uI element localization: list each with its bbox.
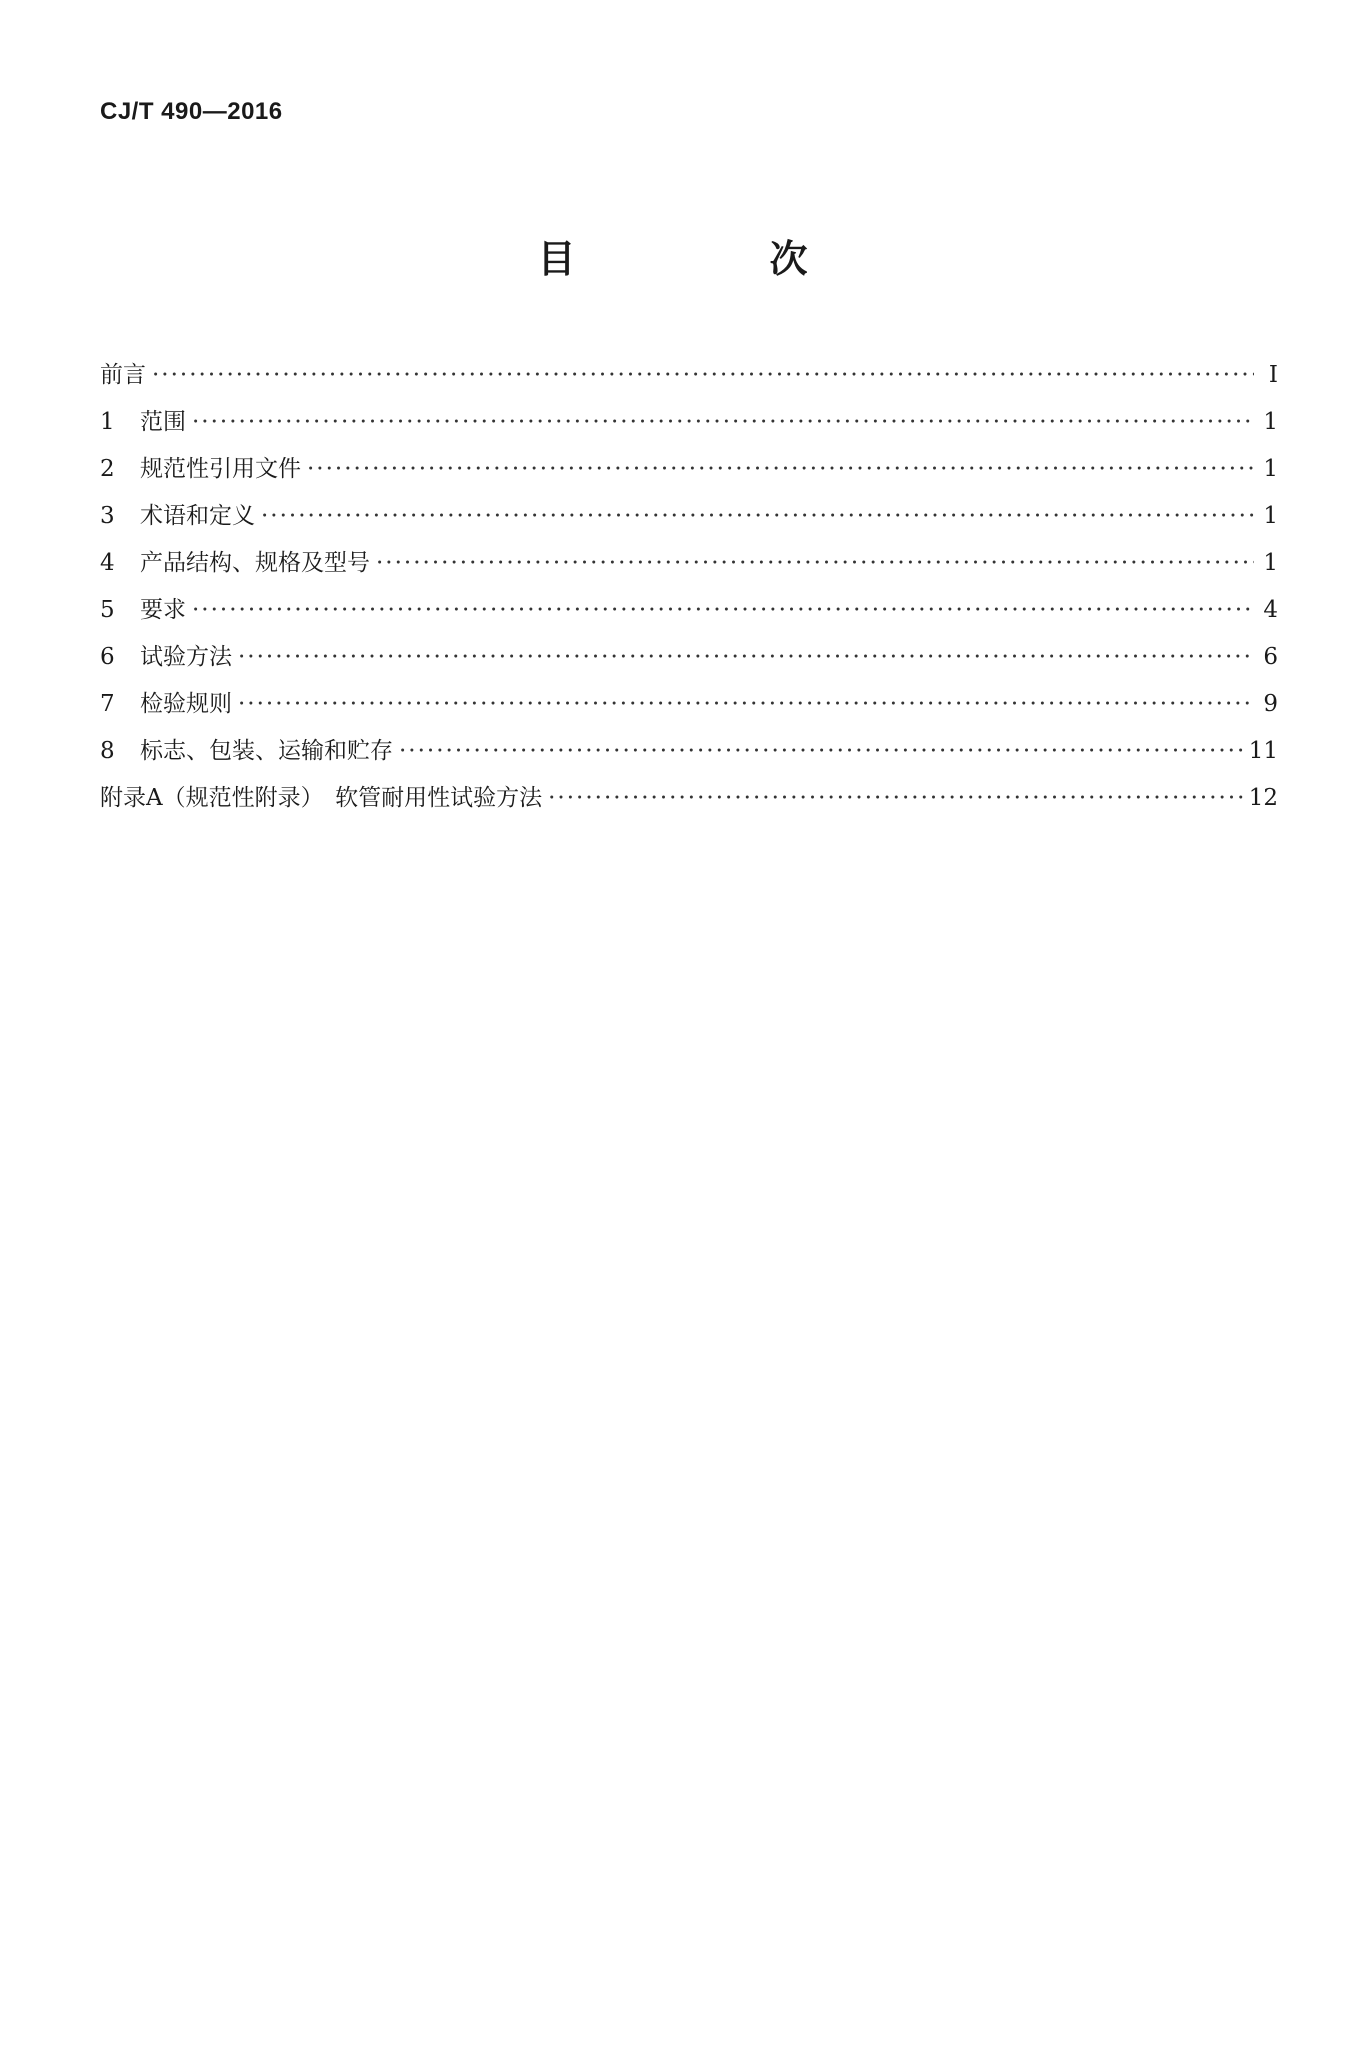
toc-leader-dots: [238, 681, 1254, 728]
toc-entry-page: 1: [1263, 503, 1278, 529]
toc-entry-number: 3: [100, 503, 115, 529]
toc-leader-dots: [376, 540, 1254, 587]
toc-title: 目 次: [537, 237, 886, 281]
toc-entry-test-methods[interactable]: [100, 634, 1278, 681]
toc-entry-scope[interactable]: [100, 399, 1278, 446]
toc-leader-dots: [238, 634, 1254, 681]
toc-entry-number: 7: [100, 691, 115, 717]
toc-leader-dots: [192, 399, 1254, 446]
toc-entry-product-structure[interactable]: [100, 540, 1278, 587]
toc-entry-label: 检验规则: [140, 691, 232, 717]
toc-leader-dots: [307, 446, 1254, 493]
toc-entry-label: 范围: [140, 409, 186, 435]
toc-entry-number: 1: [100, 409, 115, 435]
toc-entry-page: 11: [1248, 738, 1278, 764]
toc-leader-dots: [548, 775, 1243, 822]
toc-entry-label: 前言: [100, 362, 146, 388]
toc-entry-label: 附录A（规范性附录） 软管耐用性试验方法: [100, 785, 543, 811]
toc-entry-label: 试验方法: [140, 644, 232, 670]
toc-entry-number: 5: [100, 597, 115, 623]
toc-entry-page: 1: [1263, 409, 1278, 435]
table-of-contents: [100, 352, 1278, 822]
toc-entry-label: 术语和定义: [140, 503, 255, 529]
toc-entry-page: 1: [1263, 550, 1278, 576]
toc-entry-page: 12: [1248, 785, 1278, 811]
toc-entry-page: 4: [1263, 597, 1278, 623]
toc-leader-dots: [399, 728, 1243, 775]
toc-entry-number: 8: [100, 738, 115, 764]
toc-entry-label: 规范性引用文件: [140, 456, 301, 482]
standard-code: CJ/T 490—2016: [100, 98, 283, 125]
toc-leader-dots: [261, 493, 1254, 540]
toc-entry-inspection-rules[interactable]: [100, 681, 1278, 728]
toc-entry-marking-packaging[interactable]: [100, 728, 1278, 775]
toc-entry-terms-definitions[interactable]: [100, 493, 1278, 540]
toc-entry-number: 6: [100, 644, 115, 670]
toc-leader-dots: [152, 352, 1254, 399]
toc-entry-page: Ⅰ: [1268, 362, 1278, 388]
toc-entry-requirements[interactable]: [100, 587, 1278, 634]
toc-entry-number: 2: [100, 456, 115, 482]
toc-entry-foreword[interactable]: [100, 352, 1278, 399]
toc-entry-label: 标志、包装、运输和贮存: [140, 738, 393, 764]
toc-entry-page: 6: [1263, 644, 1278, 670]
toc-entry-page: 1: [1263, 456, 1278, 482]
toc-entry-normative-references[interactable]: [100, 446, 1278, 493]
toc-entry-page: 9: [1263, 691, 1278, 717]
toc-entry-label: 要求: [140, 597, 186, 623]
toc-entry-annex-a[interactable]: [100, 775, 1278, 822]
toc-leader-dots: [192, 587, 1254, 634]
toc-entry-number: 4: [100, 550, 115, 576]
toc-entry-label: 产品结构、规格及型号: [140, 550, 370, 576]
